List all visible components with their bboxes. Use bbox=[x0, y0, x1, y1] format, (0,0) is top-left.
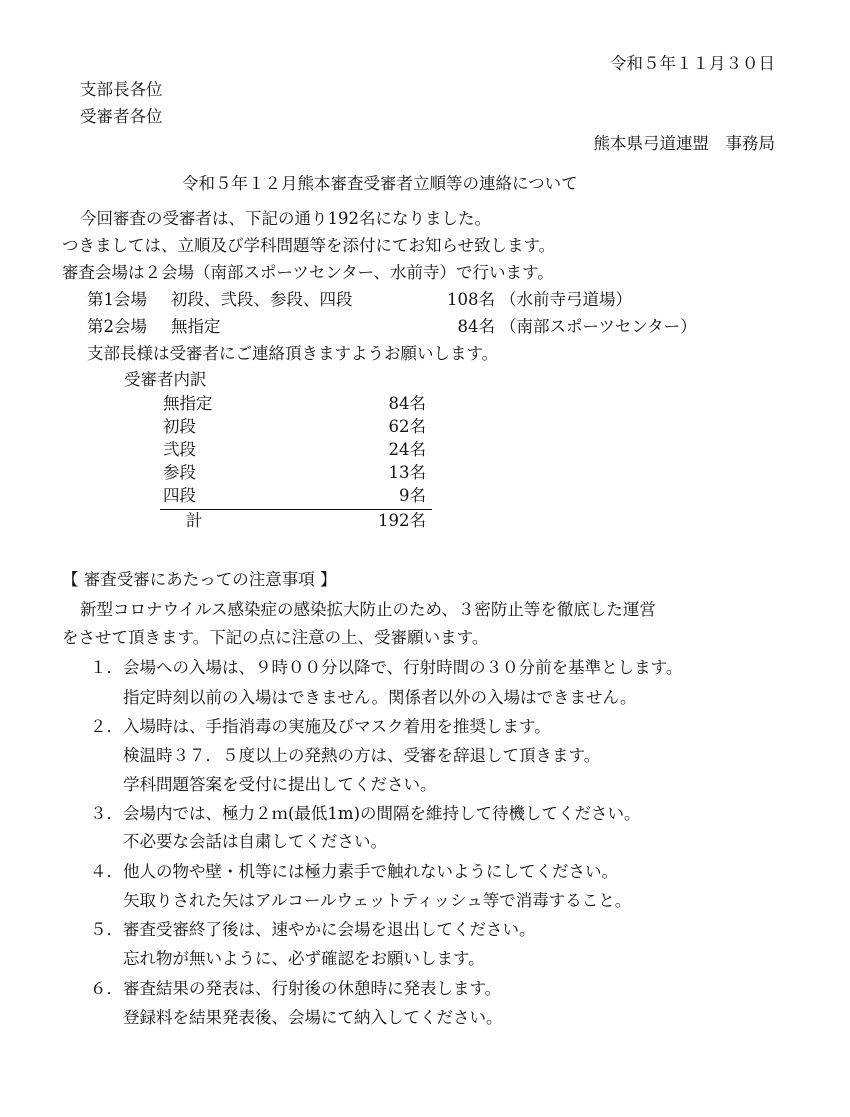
note-1-number: １． bbox=[90, 658, 123, 677]
intro-line-3: 審査会場は２会場（南部スポーツセンター、水前寺）で行います。 bbox=[62, 263, 554, 282]
note-3-line-2: 不必要な会話は自粛してください。 bbox=[123, 832, 387, 851]
note-5-number: ５． bbox=[90, 920, 123, 939]
breakdown-count-nidan: 24名 bbox=[388, 440, 426, 459]
venue-2-grades: 無指定 bbox=[171, 317, 221, 336]
breakdown-count-shodan: 62名 bbox=[388, 417, 426, 436]
breakdown-label-yondan: 四段 bbox=[163, 486, 196, 505]
breakdown-count-unspecified: 84名 bbox=[388, 394, 426, 413]
note-4-line-1: 他人の物や壁・机等には極力素手で触れないようにしてください。 bbox=[123, 862, 618, 881]
breakdown-count-yondan: 9名 bbox=[399, 486, 426, 505]
contact-request: 支部長様は受審者にご連絡頂きますようお願いします。 bbox=[87, 344, 499, 363]
recipient-branch-heads: 支部長各位 bbox=[80, 80, 163, 99]
breakdown-label-nidan: 弐段 bbox=[163, 440, 196, 459]
note-4-line-2: 矢取りされた矢はアルコールウェットティッシュ等で消毒すること。 bbox=[123, 891, 632, 910]
venue-2-name: 第2会場 bbox=[87, 317, 147, 336]
venue-1-count: 108名 bbox=[447, 290, 495, 309]
notes-intro-line-1: 新型コロナウイルス感染症の感染拡大防止のため、３密防止等を徹底した運営 bbox=[80, 600, 656, 619]
sender: 熊本県弓道連盟 事務局 bbox=[593, 134, 775, 153]
breakdown-label-shodan: 初段 bbox=[163, 417, 196, 436]
venue-2-place: （南部スポーツセンター） bbox=[500, 317, 697, 336]
intro-line-2: つきましては、立順及び学科問題等を添付にてお知らせ致します。 bbox=[62, 236, 556, 255]
note-3-line-1: 会場内では、極力２ｍ(最低1m)の間隔を維持して待機してください。 bbox=[123, 804, 641, 823]
note-2-number: ２． bbox=[90, 717, 123, 736]
note-3-number: ３． bbox=[90, 804, 123, 823]
notes-heading: 【 審査受審にあたっての注意事項 】 bbox=[62, 570, 337, 589]
note-4-number: ４． bbox=[90, 862, 123, 881]
notes-intro-line-2: をさせて頂きます。下記の点に注意の上、受審願います。 bbox=[62, 628, 489, 647]
note-2-line-3: 学科問題答案を受付に提出してください。 bbox=[123, 775, 437, 794]
note-5-line-2: 忘れ物が無いように、必ず確認をお願いします。 bbox=[123, 949, 485, 968]
note-6-number: ６． bbox=[90, 979, 123, 998]
breakdown-total-label: 計 bbox=[186, 511, 203, 530]
venue-2-count: 84名 bbox=[457, 317, 495, 336]
breakdown-heading: 受審者内訳 bbox=[124, 370, 207, 389]
venue-1-grades: 初段、弐段、参段、四段 bbox=[171, 290, 353, 309]
note-6-line-2: 登録料を結果発表後、会場にて納入してください。 bbox=[123, 1008, 503, 1027]
document-title: 令和５年１２月熊本審査受審者立順等の連絡について bbox=[182, 174, 578, 193]
venue-1-place: （水前寺弓道場） bbox=[500, 290, 632, 309]
breakdown-count-sandan: 13名 bbox=[388, 463, 426, 482]
breakdown-label-sandan: 参段 bbox=[163, 463, 196, 482]
note-6-line-1: 審査結果の発表は、行射後の休憩時に発表します。 bbox=[123, 979, 502, 998]
breakdown-label-unspecified: 無指定 bbox=[163, 394, 213, 413]
note-1-line-2: 指定時刻以前の入場はできません。関係者以外の入場はできません。 bbox=[123, 688, 637, 707]
note-5-line-1: 審査受審終了後は、速やかに会場を退出してください。 bbox=[123, 920, 536, 939]
venue-1-name: 第1会場 bbox=[87, 290, 147, 309]
breakdown-total-count: 192名 bbox=[378, 511, 426, 530]
note-2-line-1: 入場時は、手指消毒の実施及びマスク着用を推奨します。 bbox=[123, 717, 551, 736]
total-rule bbox=[160, 509, 432, 510]
intro-line-1: 今回審査の受審者は、下記の通り192名になりました。 bbox=[80, 209, 491, 228]
note-1-line-1: 会場への入場は、９時００分以降で、行射時間の３０分前を基準とします。 bbox=[123, 658, 683, 677]
recipient-examinees: 受審者各位 bbox=[80, 107, 163, 126]
note-2-line-2: 検温時３７．５度以上の発熱の方は、受審を辞退して頂きます。 bbox=[123, 746, 601, 765]
document-date: 令和５年１１月３０日 bbox=[610, 54, 775, 73]
